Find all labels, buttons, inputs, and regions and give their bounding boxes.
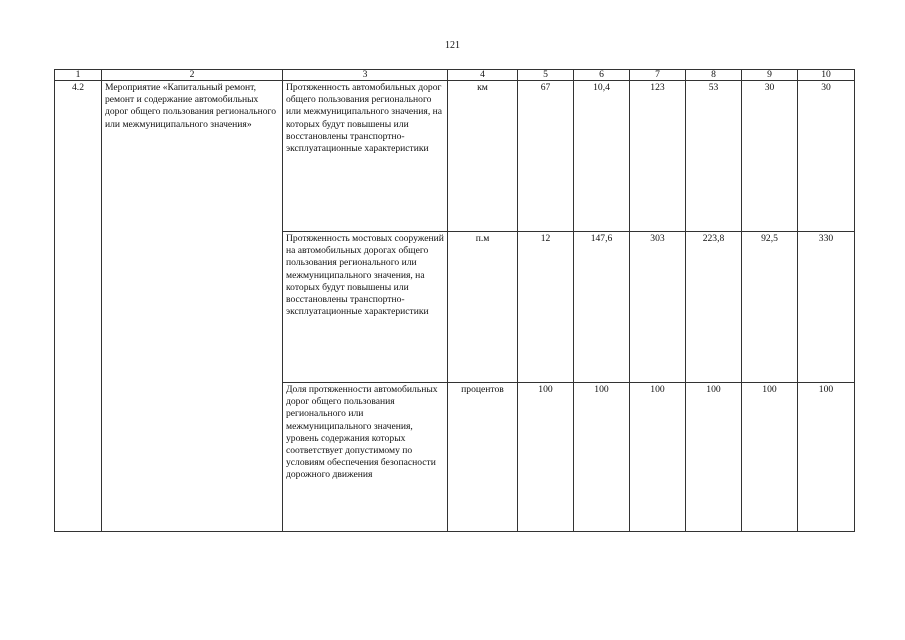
indicators-table [54, 69, 855, 532]
value-cell: 67 [518, 81, 574, 232]
header-cell: 5 [518, 70, 574, 81]
header-cell: 6 [574, 70, 630, 81]
value-cell: 147,6 [574, 232, 630, 383]
row-number-cell: 4.2 [55, 81, 102, 532]
value-cell: 10,4 [574, 81, 630, 232]
header-cell: 8 [686, 70, 742, 81]
value-cell: 100 [742, 383, 798, 532]
table-header-row [55, 70, 855, 81]
value-cell: 223,8 [686, 232, 742, 383]
value-cell: 92,5 [742, 232, 798, 383]
header-cell: 10 [798, 70, 855, 81]
indicator-name-cell: Протяженность автомобильных дорог общего пользования регионального или межмуниципального значения, на которых будут повышены или восстановлены транспортно-эксплуатационные характеристики [283, 81, 448, 232]
header-cell: 9 [742, 70, 798, 81]
unit-cell: км [448, 81, 518, 232]
unit-cell: п.м [448, 232, 518, 383]
unit-cell: процентов [448, 383, 518, 532]
value-cell: 100 [798, 383, 855, 532]
value-cell: 12 [518, 232, 574, 383]
measure-cell: Мероприятие «Капитальный ремонт, ремонт и содержание автомобильных дорог общего пользования регионального или межмуниципального значения» [102, 81, 283, 532]
value-cell: 100 [518, 383, 574, 532]
value-cell: 330 [798, 232, 855, 383]
indicator-name-cell: Протяженность мостовых сооружений на автомобильных дорогах общего пользования регионального или межмуниципального значения, на которых будут повышены или восстановлены транспортно-эксплуатационные характеристики [283, 232, 448, 383]
value-cell: 100 [574, 383, 630, 532]
header-cell: 1 [55, 70, 102, 81]
indicator-name-cell: Доля протяженности автомобильных дорог общего пользования регионального или межмуниципального значения, уровень содержания которых соответствует допустимому по условиям обеспечения безопасности дорожного движения [283, 383, 448, 532]
header-cell: 2 [102, 70, 283, 81]
header-cell: 7 [630, 70, 686, 81]
value-cell: 123 [630, 81, 686, 232]
table-row [55, 81, 855, 232]
value-cell: 53 [686, 81, 742, 232]
header-cell: 4 [448, 70, 518, 81]
value-cell: 100 [686, 383, 742, 532]
value-cell: 100 [630, 383, 686, 532]
header-cell: 3 [283, 70, 448, 81]
value-cell: 30 [798, 81, 855, 232]
value-cell: 303 [630, 232, 686, 383]
value-cell: 30 [742, 81, 798, 232]
page-number: 121 [445, 40, 460, 51]
